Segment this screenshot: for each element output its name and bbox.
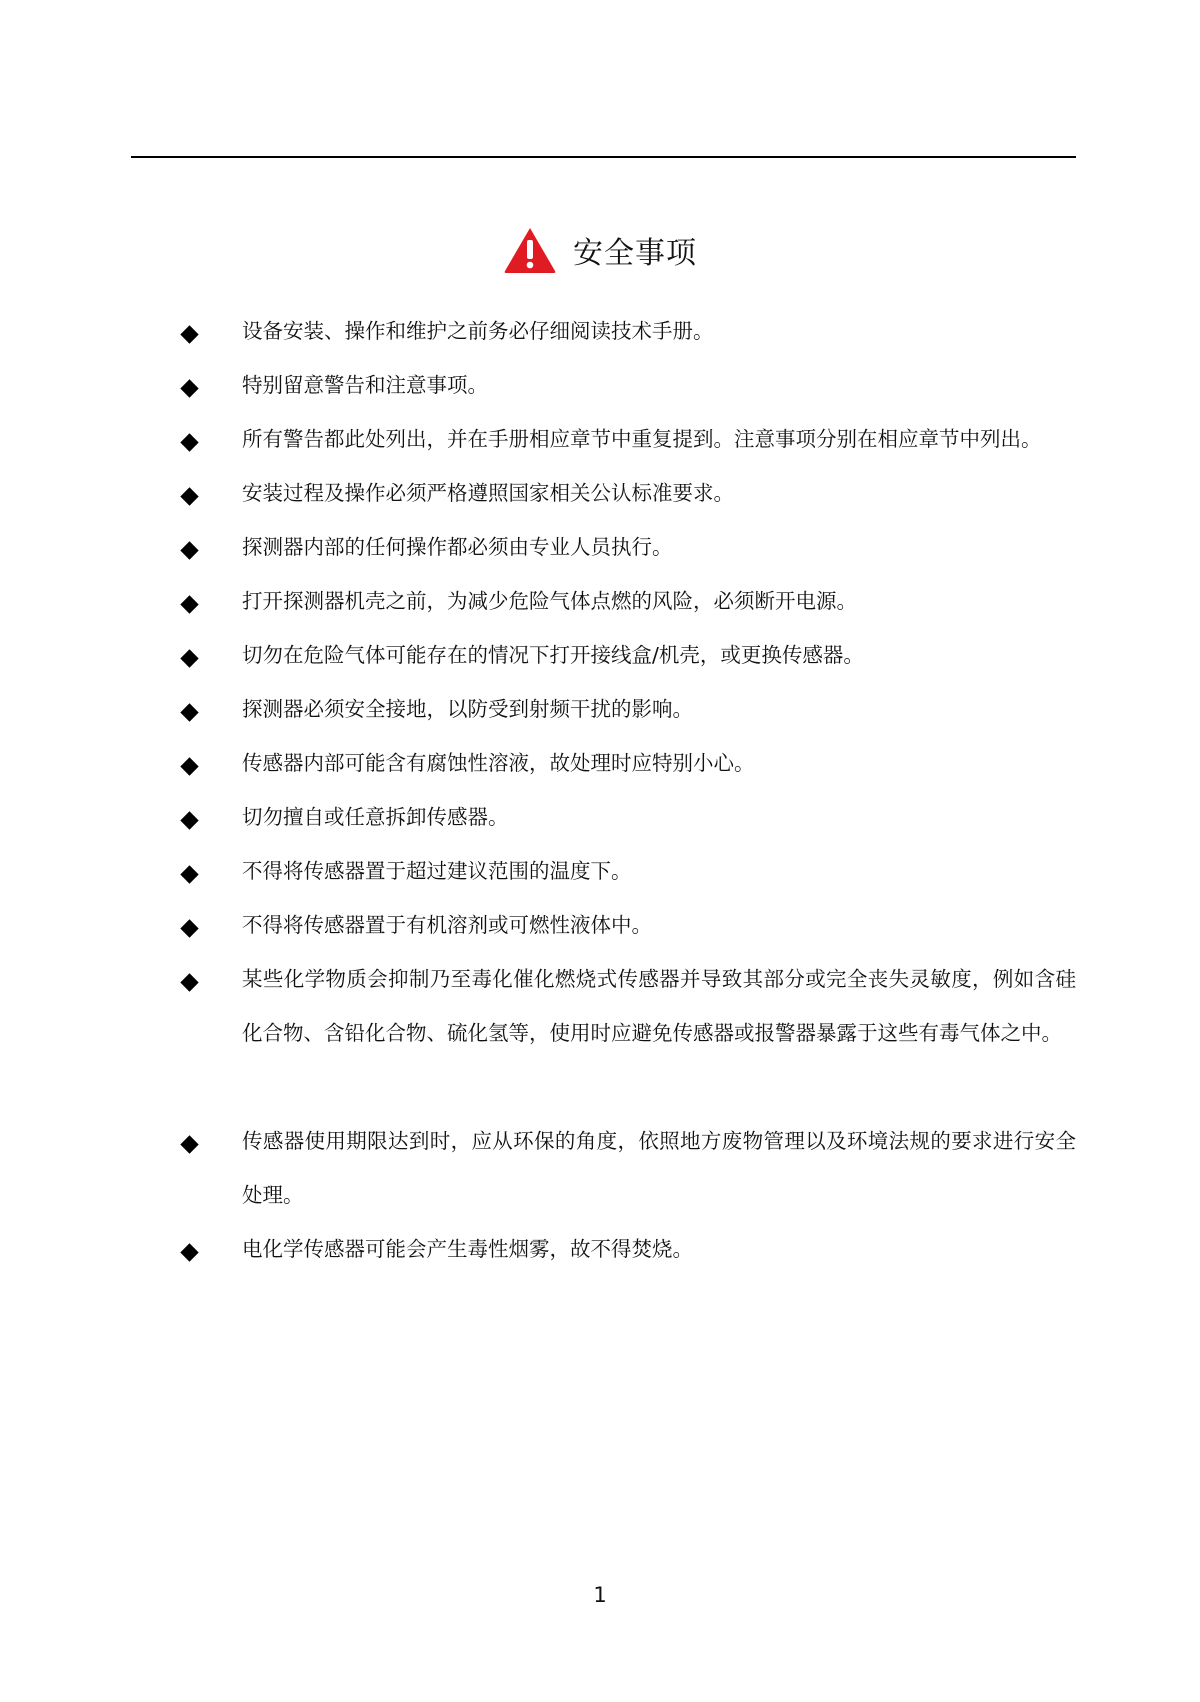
- header-rule: [131, 156, 1076, 158]
- list-item-text: 电化学传感器可能会产生毒性烟雾，故不得焚烧。: [242, 1237, 693, 1261]
- page-title: 安全事项: [573, 236, 697, 271]
- diamond-bullet-icon: [180, 541, 198, 559]
- diamond-bullet-icon: [180, 865, 198, 883]
- list-item-text: 切勿在危险气体可能存在的情况下打开接线盒/机壳，或更换传感器。: [242, 643, 864, 667]
- list-item-text: 打开探测器机壳之前，为减少危险气体点燃的风险，必须断开电源。: [242, 589, 857, 613]
- list-item-text: 不得将传感器置于超过建议范围的温度下。: [242, 859, 632, 883]
- diamond-bullet-icon: [180, 487, 198, 505]
- diamond-bullet-icon: [180, 973, 198, 991]
- warning-triangle-icon: [503, 226, 557, 274]
- list-item-text: 不得将传感器置于有机溶剂或可燃性液体中。: [242, 913, 652, 937]
- diamond-bullet-icon: [180, 757, 198, 775]
- diamond-bullet-icon: [180, 811, 198, 829]
- diamond-bullet-icon: [180, 379, 198, 397]
- diamond-bullet-icon: [180, 703, 198, 721]
- list-item-text: 探测器必须安全接地，以防受到射频干扰的影响。: [242, 697, 693, 721]
- diamond-bullet-icon: [180, 325, 198, 343]
- list-item-text: 传感器使用期限达到时，应从环保的角度，依照地方废物管理以及环境法规的要求进行安全处理。: [242, 1129, 1076, 1207]
- list-item-text: 某些化学物质会抑制乃至毒化催化燃烧式传感器并导致其部分或完全丧失灵敏度，例如含硅化合物、含铅化合物、硫化氢等，使用时应避免传感器或报警器暴露于这些有毒气体之中。: [242, 967, 1076, 1045]
- list-item-text: 切勿擅自或任意拆卸传感器。: [242, 805, 509, 829]
- diamond-bullet-icon: [180, 595, 198, 613]
- list-item-text: 设备安装、操作和维护之前务必仔细阅读技术手册。: [242, 319, 714, 343]
- page-number: 1: [593, 1583, 607, 1607]
- diamond-bullet-icon: [180, 919, 198, 937]
- list-item-text: 探测器内部的任何操作都必须由专业人员执行。: [242, 535, 673, 559]
- diamond-bullet-icon: [180, 1135, 198, 1153]
- list-item-text: 所有警告都此处列出，并在手册相应章节中重复提到。注意事项分别在相应章节中列出。: [242, 427, 1042, 451]
- diamond-bullet-icon: [180, 1243, 198, 1261]
- diamond-bullet-icon: [180, 433, 198, 451]
- diamond-bullet-icon: [180, 649, 198, 667]
- list-item-text: 安装过程及操作必须严格遵照国家相关公认标准要求。: [242, 481, 734, 505]
- list-item-text: 传感器内部可能含有腐蚀性溶液，故处理时应特别小心。: [242, 751, 755, 775]
- section-heading: [0, 226, 1200, 274]
- list-item-text: 特别留意警告和注意事项。: [242, 373, 488, 397]
